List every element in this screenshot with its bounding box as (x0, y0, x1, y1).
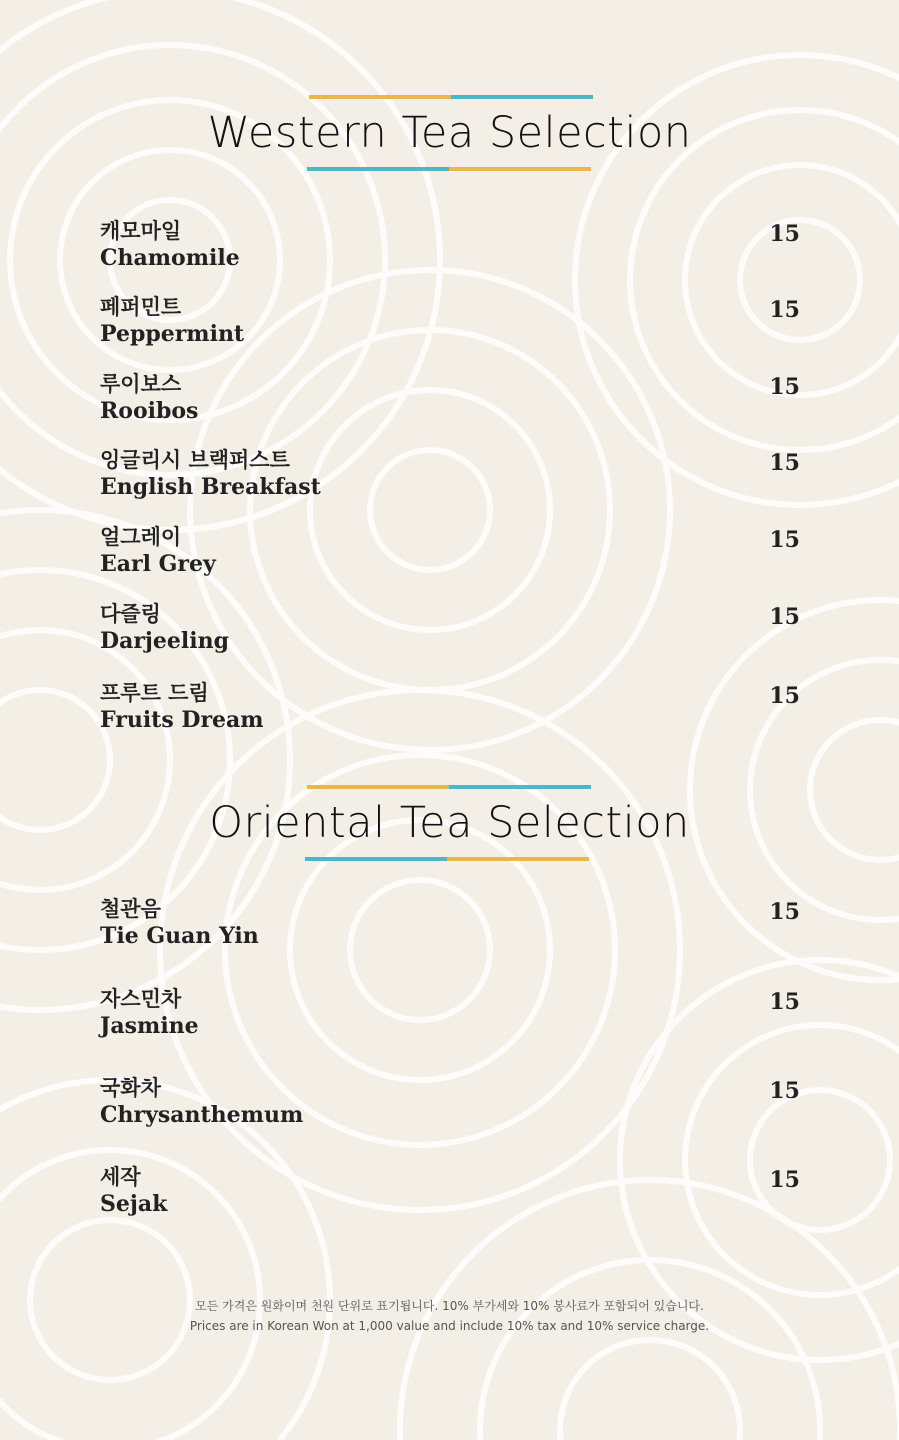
menu-item-rooibos (100, 372, 800, 424)
item-korean-name: 다즐링 (100, 602, 161, 626)
item-korean-name: 프루트 드림 (100, 681, 209, 705)
menu-item-fruits-dream (100, 681, 800, 733)
item-english-name: Darjeeling (100, 628, 229, 654)
footer-note-korean: 모든 가격은 원화이며 천원 단위로 표기됩니다. 10% 부가세와 10% 봉사료가 포함되어 있습니다. (195, 1299, 704, 1313)
menu-item-darjeeling (100, 602, 800, 654)
item-korean-name: 페퍼민트 (100, 295, 182, 319)
oriental-top-bar-teal (449, 785, 591, 789)
menu-item-chamomile (100, 219, 800, 271)
menu-item-tie-guan-yin (100, 897, 800, 949)
item-english-name: Jasmine (100, 1013, 199, 1039)
item-english-name: Rooibos (100, 398, 199, 424)
western-bottom-bar-yellow (449, 167, 591, 171)
item-price: 15 (769, 1078, 800, 1104)
item-korean-name: 루이보스 (100, 372, 182, 396)
item-korean-name: 잉글리시 브랙퍼스트 (100, 448, 290, 472)
oriental-top-bar-yellow (307, 785, 449, 789)
item-price: 15 (769, 989, 800, 1015)
western-bottom-bar-teal (307, 167, 449, 171)
item-price: 15 (769, 899, 800, 925)
western-top-bar-teal (451, 95, 593, 99)
item-english-name: Peppermint (100, 321, 245, 347)
item-price: 15 (769, 683, 800, 709)
item-english-name: Chamomile (100, 245, 240, 271)
item-english-name: English Breakfast (100, 474, 321, 500)
oriental-bottom-bar-yellow (447, 857, 589, 861)
oriental-bottom-bar-teal (305, 857, 447, 861)
item-korean-name: 세작 (100, 1165, 141, 1189)
item-english-name: Chrysanthemum (100, 1102, 304, 1128)
item-korean-name: 얼그레이 (100, 525, 182, 549)
oriental-section-title: Oriental Tea Selection (209, 798, 690, 848)
item-korean-name: 국화차 (100, 1076, 161, 1100)
menu-item-jasmine (100, 987, 800, 1039)
western-section-title: Western Tea Selection (207, 108, 692, 158)
item-price: 15 (769, 374, 800, 400)
item-english-name: Tie Guan Yin (100, 923, 259, 949)
menu-item-sejak (100, 1165, 800, 1217)
item-korean-name: 철관음 (100, 897, 161, 921)
menu-item-chrysanthemum (100, 1076, 800, 1128)
item-korean-name: 캐모마일 (100, 219, 182, 243)
menu-item-english-breakfast (100, 448, 800, 500)
item-price: 15 (769, 297, 800, 323)
western-top-bar-yellow (309, 95, 451, 99)
footer-note-english: Prices are in Korean Won at 1,000 value and include 10% tax and 10% service charge. (189, 1319, 710, 1333)
item-english-name: Sejak (100, 1191, 168, 1217)
menu-item-peppermint (100, 295, 800, 347)
item-price: 15 (769, 1167, 800, 1193)
item-price: 15 (769, 221, 800, 247)
item-english-name: Fruits Dream (100, 707, 264, 733)
item-korean-name: 자스민차 (100, 987, 182, 1011)
menu-item-earl-grey (100, 525, 800, 577)
item-price: 15 (769, 450, 800, 476)
item-price: 15 (769, 604, 800, 630)
item-price: 15 (769, 527, 800, 553)
item-english-name: Earl Grey (100, 551, 216, 577)
